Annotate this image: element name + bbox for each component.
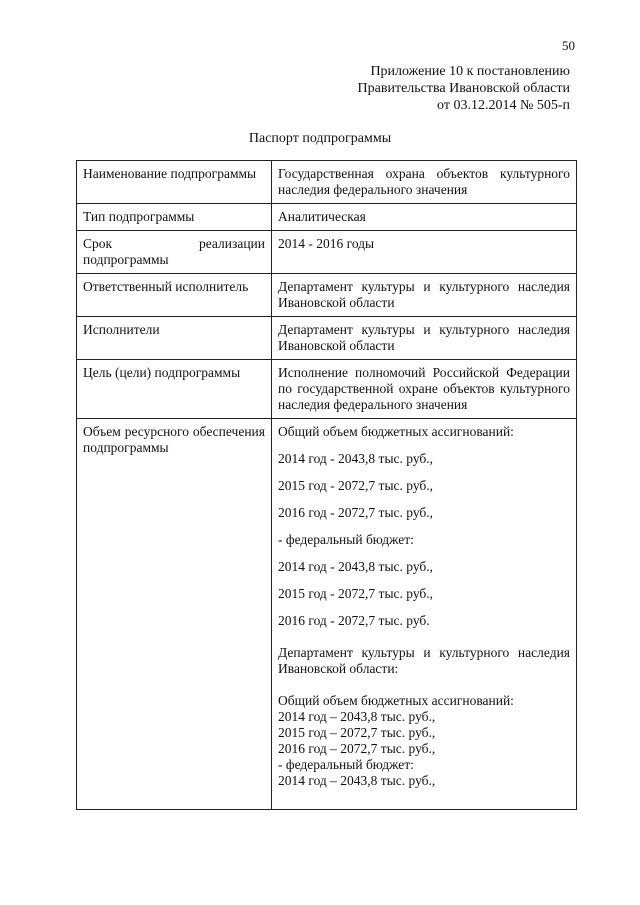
row-value: Департамент культуры и культурного наследия Ивановской области [272, 317, 577, 360]
resource-department: Департамент культуры и культурного наследия Ивановской области: [278, 645, 570, 676]
row-label: Наименование подпрограммы [77, 161, 272, 204]
row-value: Исполнение полномочий Российской Федерации по государственной охране объектов культурного наследия федерального значения [272, 360, 577, 419]
table-row [77, 317, 577, 360]
resource-line: 2016 год - 2072,7 тыс. руб., [278, 505, 434, 520]
table-row [77, 360, 577, 419]
resources-value [272, 419, 577, 810]
resource-line: Общий объем бюджетных ассигнований: [278, 424, 514, 439]
header-line-1: Приложение 10 к постановлению [370, 64, 570, 79]
table-row [77, 204, 577, 231]
resource-line: 2014 год – 2043,8 тыс. руб., [278, 709, 436, 724]
row-label: Цель (цели) подпрограммы [77, 360, 272, 419]
resource-line: 2015 год - 2072,7 тыс. руб., [278, 478, 434, 493]
table-row [77, 161, 577, 204]
table-row [77, 274, 577, 317]
resource-line: Общий объем бюджетных ассигнований: [278, 693, 514, 708]
table-row [77, 231, 577, 274]
resource-line: - федеральный бюджет: [278, 757, 414, 772]
row-value: Департамент культуры и культурного наследия Ивановской области [272, 274, 577, 317]
row-value: Государственная охрана объектов культурного наследия федерального значения [272, 161, 577, 204]
row-label: Тип подпрограммы [77, 204, 272, 231]
resource-line: 2015 год - 2072,7 тыс. руб., [278, 586, 434, 601]
resource-line: 2016 год - 2072,7 тыс. руб. [278, 613, 430, 628]
document-header [358, 63, 570, 114]
resource-line: 2014 год - 2043,8 тыс. руб., [278, 451, 434, 466]
row-value: Аналитическая [272, 204, 577, 231]
page-title: Паспорт подпрограммы [248, 131, 392, 146]
row-label: Исполнители [77, 317, 272, 360]
resource-line: 2016 год – 2072,7 тыс. руб., [278, 741, 436, 756]
passport-table [76, 160, 577, 810]
header-line-2: Правительства Ивановской области [357, 81, 570, 96]
page-number: 50 [562, 38, 575, 53]
resource-line: 2014 год – 2043,8 тыс. руб., [278, 773, 436, 788]
row-label: Срок реализации подпрограммы [77, 231, 272, 274]
resource-line: 2014 год - 2043,8 тыс. руб., [278, 559, 434, 574]
table-row-resources [77, 419, 577, 810]
header-line-3: от 03.12.2014 № 505-п [437, 98, 570, 113]
row-label: Объем ресурсного обеспечения подпрограммы [77, 419, 272, 810]
resource-line: 2015 год – 2072,7 тыс. руб., [278, 725, 436, 740]
resource-line: - федеральный бюджет: [278, 532, 414, 547]
row-label: Ответственный исполнитель [77, 274, 272, 317]
row-value: 2014 - 2016 годы [272, 231, 577, 274]
